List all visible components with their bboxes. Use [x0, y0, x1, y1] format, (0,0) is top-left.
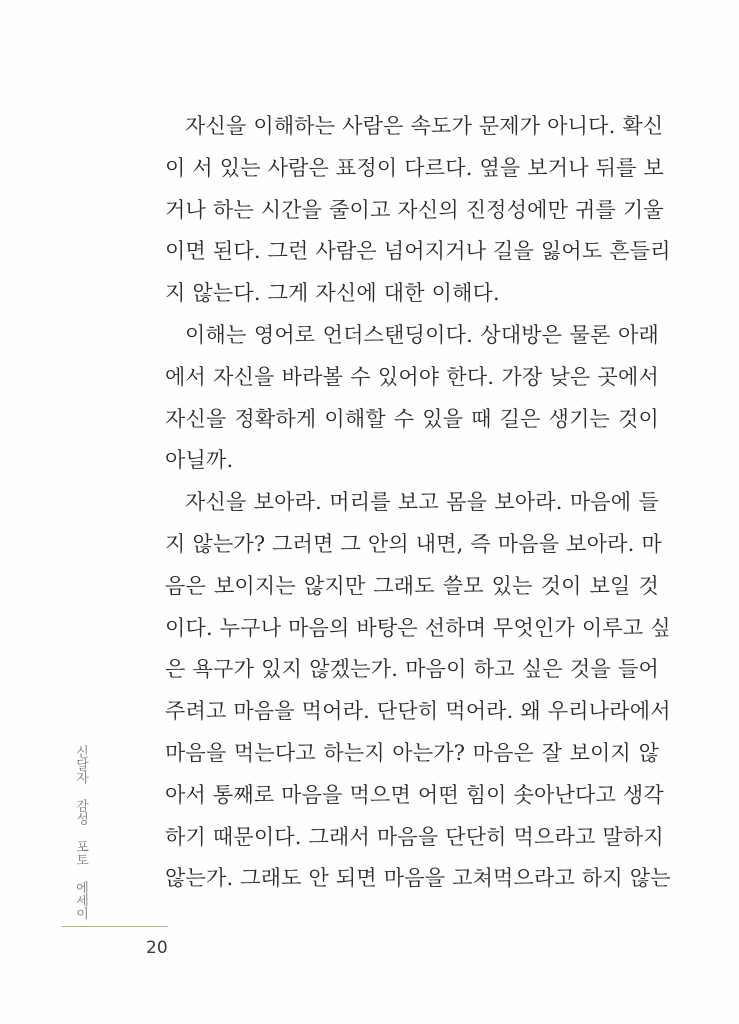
paragraph-2-line-1: 이해는 영어로 언더스탠딩이다. 상대방은 물론 아래: [185, 322, 659, 347]
paragraph-1-line-4: 이면 된다. 그런 사람은 넘어지거나 길을 잃어도 흔들리: [165, 239, 671, 264]
paragraph-3-line-9: 하기 때문이다. 그래서 마음을 단단히 먹으라고 말하지: [165, 824, 664, 849]
paragraph-3-line-8: 아서 통째로 마음을 먹으면 어떤 힘이 솟아난다고 생각: [165, 782, 664, 807]
paragraph-3-line-6: 주려고 마음을 먹어라. 단단히 먹어라. 왜 우리나라에서: [165, 699, 671, 724]
paragraph-2-line-3: 자신을 정확하게 이해할 수 있을 때 길은 생기는 것이: [165, 406, 659, 431]
paragraph-3-line-10: 않는가. 그래도 안 되면 마음을 고쳐먹으라고 하지 않는: [165, 866, 671, 891]
paragraph-3-line-5: 은 욕구가 있지 않겠는가. 마음이 하고 싶은 것을 들어: [165, 657, 659, 682]
paragraph-1-line-5: 지 않는다. 그게 자신에 대한 이해다.: [165, 281, 500, 306]
paragraph-1-line-2: 이 서 있는 사람은 표정이 다르다. 옆을 보거나 뒤를 보: [165, 155, 664, 180]
paragraph-2-line-4: 아닐까.: [165, 448, 234, 473]
paragraph-1-line-3: 거나 하는 시간을 줄이고 자신의 진정성에만 귀를 기울: [165, 197, 664, 222]
paragraph-2-line-2: 에서 자신을 바라볼 수 있어야 한다. 가장 낮은 곳에서: [165, 364, 659, 389]
paragraph-1-line-1: 자신을 이해하는 사람은 속도가 문제가 아니다. 확신: [185, 114, 664, 138]
page-number: 20: [146, 938, 168, 958]
body-text: [165, 106, 671, 900]
paragraph-3-line-4: 이다. 누구나 마음의 바탕은 선하며 무엇인가 이루고 싶: [165, 615, 671, 640]
paragraph-3-line-1: 자신을 보아라. 머리를 보고 몸을 보아라. 마음에 들: [185, 490, 659, 515]
paragraph-3-line-7: 마음을 먹는다고 하는지 아는가? 마음은 잘 보이지 않: [165, 740, 659, 765]
book-side-title: 신달자 감성 포토 에세이: [73, 745, 88, 920]
paragraph-3-line-3: 음은 보이지는 않지만 그래도 쓸모 있는 것이 보일 것: [165, 573, 659, 598]
footer-divider: [62, 926, 168, 927]
paragraph-3-line-2: 지 않는가? 그러면 그 안의 내면, 즉 마음을 보아라. 마: [165, 531, 662, 556]
